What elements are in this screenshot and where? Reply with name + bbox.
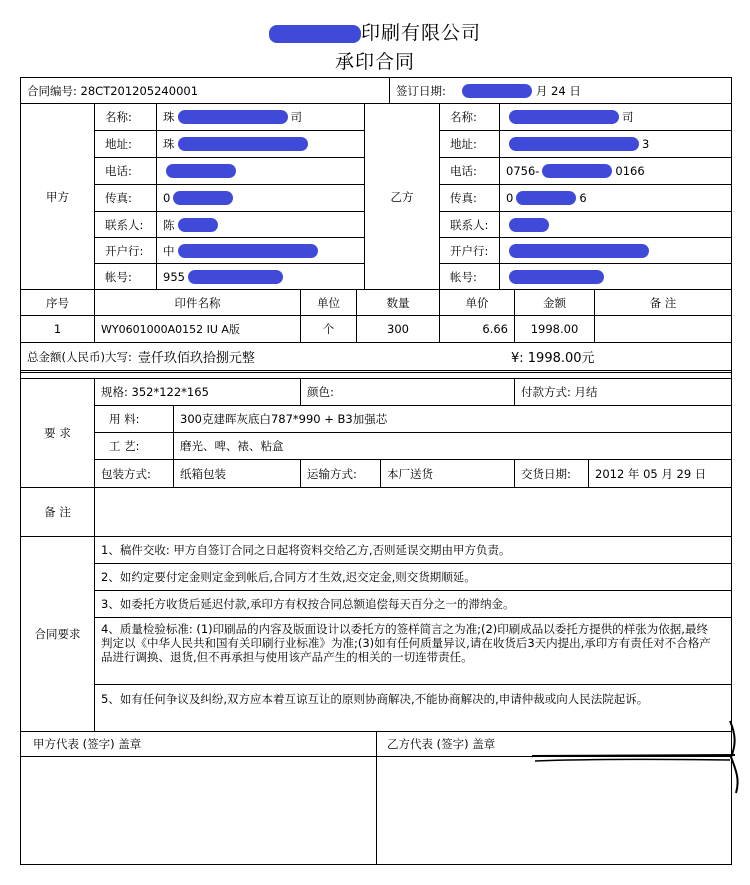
term-item: 5、如有任何争议及纠纷,双方应本着互谅互让的原则协商解决,不能协商解决的,申请仲裁或向人民法院起诉。: [94, 684, 732, 732]
party-a-signature-label: 甲方代表 (签字) 盖章: [20, 731, 377, 757]
party-b-field-label: 地址:: [439, 130, 500, 158]
field-value-text: 陈: [163, 217, 175, 232]
term-item: 1、稿件交收: 甲方自签订合同之日起将资料交给乙方,否则延误交期由甲方负责。: [94, 536, 732, 564]
packing-value: 纸箱包装: [173, 459, 301, 488]
requirements-label: 要 求: [20, 378, 95, 488]
table-cell: [594, 315, 732, 343]
field-value-tail: 6: [579, 191, 587, 205]
total-label: 总金额(人民币)大写:: [27, 349, 132, 364]
redaction-mark: [166, 164, 236, 178]
col-header-index: 序号: [20, 289, 95, 316]
field-value-text: 中: [163, 243, 175, 258]
delivery-value: 2012 年 05 月 29 日: [588, 459, 732, 488]
party-b-field-label: 帐号:: [439, 263, 500, 290]
field-value-tail: 司: [622, 110, 634, 124]
party-a-field-value: [156, 263, 365, 290]
party-b-field-value: [499, 130, 732, 158]
term-item: 3、如委托方收货后延迟付款,承印方有权按合同总额追偿每天百分之一的滞纳金。: [94, 590, 732, 618]
table-cell: 300: [356, 315, 440, 343]
party-b-field-value: [499, 211, 732, 238]
redaction-mark: [542, 164, 612, 178]
party-a-field-label: 传真:: [94, 184, 157, 212]
party-b-field-value: [499, 157, 732, 185]
redaction-mark: [462, 84, 532, 98]
contract-number: [20, 77, 390, 104]
field-value-tail: 3: [642, 137, 650, 151]
contract-number-label: 合同编号:: [27, 83, 77, 98]
redaction-mark: [178, 244, 318, 258]
party-a-field-label: 开户行:: [94, 237, 157, 264]
table-cell: 个: [300, 315, 357, 343]
party-b-field-value: [499, 237, 732, 264]
party-b-field-label: 传真:: [439, 184, 500, 212]
remark-label: 备 注: [20, 487, 95, 537]
party-b-field-value: [499, 103, 732, 131]
redaction-mark: [509, 137, 639, 151]
company-name-suffix: 印刷有限公司: [360, 22, 481, 44]
remark-value: [94, 487, 732, 537]
party-a-field-label: 地址:: [94, 130, 157, 158]
total-words: 壹仟玖佰玖拾捌元整: [137, 351, 255, 366]
field-value-text: 珠: [163, 137, 175, 151]
party-a-field-label: 联系人:: [94, 211, 157, 238]
col-header-name: 印件名称: [94, 289, 301, 316]
party-a-signature-area: [20, 756, 377, 865]
delivery-label: 交货日期:: [514, 459, 589, 488]
party-a-field-label: 电话:: [94, 157, 157, 185]
term-item: 2、如约定要付定金则定金到帐后,合同方才生效,迟交定金,则交货期顺延。: [94, 563, 732, 591]
transport-label: 运输方式:: [300, 459, 381, 488]
field-value-text: 955: [163, 269, 185, 284]
field-value-text: 珠: [163, 110, 175, 124]
party-a-field-label: 帐号:: [94, 263, 157, 290]
party-b-field-value: [499, 184, 732, 212]
redaction-mark: [188, 270, 283, 284]
col-header-amount: 金额: [514, 289, 595, 316]
document-title: 承印合同: [334, 51, 415, 73]
field-value-tail: 0166: [615, 164, 645, 178]
process-label: 工 艺:: [94, 432, 174, 460]
table-cell: 6.66: [439, 315, 515, 343]
term-item: 4、质量检验标准: (1)印刷品的内容及版面设计以委托方的签样简言之为准;(2)印刷成品以委托方提供的样张为依据,最终判定以《中华人民共和国有关印刷行业标准》为准;(3)如有任何质量异议,请在收货后3天内提出,承印方有责任对不合格产品进行调换、退货,但不再承担与使用该产品产生的相关的一切连带责任。: [94, 617, 732, 685]
material-value: 300克建晖灰底白787*990 + B3加强芯: [173, 405, 732, 433]
color-label: 颜色:: [300, 378, 515, 406]
party-a-field-value: [156, 184, 365, 212]
total-numeric: ¥: 1998.00元: [511, 351, 595, 366]
party-a-field-value: [156, 237, 365, 264]
redaction-mark: [178, 137, 308, 151]
party-b-field-value: [499, 263, 732, 290]
company-name: [0, 18, 750, 45]
sign-date: [389, 77, 732, 104]
spec: 规格: 352*122*165: [94, 378, 301, 406]
redaction-mark: [509, 270, 604, 284]
redaction-mark: [173, 191, 233, 205]
party-a-field-label: 名称:: [94, 103, 157, 131]
party-a-label: 甲方: [20, 103, 95, 290]
process-value: 磨光、啤、裱、粘盒: [173, 432, 732, 460]
col-header-remark: 备 注: [594, 289, 732, 316]
sign-date-value: 月 24 日: [535, 83, 581, 98]
hand-drawn-mark: [530, 715, 745, 795]
terms-label: 合同要求: [20, 536, 95, 732]
party-b-field-label: 开户行:: [439, 237, 500, 264]
party-a-field-value: [156, 130, 365, 158]
redaction-mark: [178, 110, 288, 124]
col-header-price: 单价: [439, 289, 515, 316]
contract-number-value: 28CT201205240001: [80, 83, 199, 98]
total-amount-row: [20, 342, 732, 373]
redaction-mark: [178, 218, 218, 232]
payment-method: 付款方式: 月结: [514, 378, 732, 406]
party-a-field-value: [156, 157, 365, 185]
field-value-text: 0756-: [506, 164, 540, 178]
field-value-text: 0: [163, 191, 171, 205]
party-b-field-label: 电话:: [439, 157, 500, 185]
material-label: 用 料:: [94, 405, 174, 433]
redaction-mark: [516, 191, 576, 205]
sign-date-label: 签订日期:: [396, 83, 446, 98]
transport-value: 本厂送货: [380, 459, 515, 488]
field-value-tail: 司: [290, 110, 302, 124]
redaction-mark: [269, 25, 361, 43]
field-value-text: 0: [506, 191, 514, 205]
party-b-signature-label: 乙方代表 (签字) 盖章: [376, 731, 732, 757]
packing-label: 包装方式:: [94, 459, 174, 488]
party-b-field-label: 联系人:: [439, 211, 500, 238]
redaction-mark: [509, 110, 619, 124]
party-a-field-value: [156, 103, 365, 131]
party-b-field-label: 名称:: [439, 103, 500, 131]
redaction-mark: [509, 244, 649, 258]
party-a-field-value: [156, 211, 365, 238]
col-header-unit: 单位: [300, 289, 357, 316]
redaction-mark: [509, 218, 549, 232]
table-cell: WY0601000A0152 IU A版: [94, 315, 301, 343]
table-cell: 1: [20, 315, 95, 343]
party-b-label: 乙方: [364, 103, 440, 290]
table-cell: 1998.00: [514, 315, 595, 343]
col-header-qty: 数量: [356, 289, 440, 316]
